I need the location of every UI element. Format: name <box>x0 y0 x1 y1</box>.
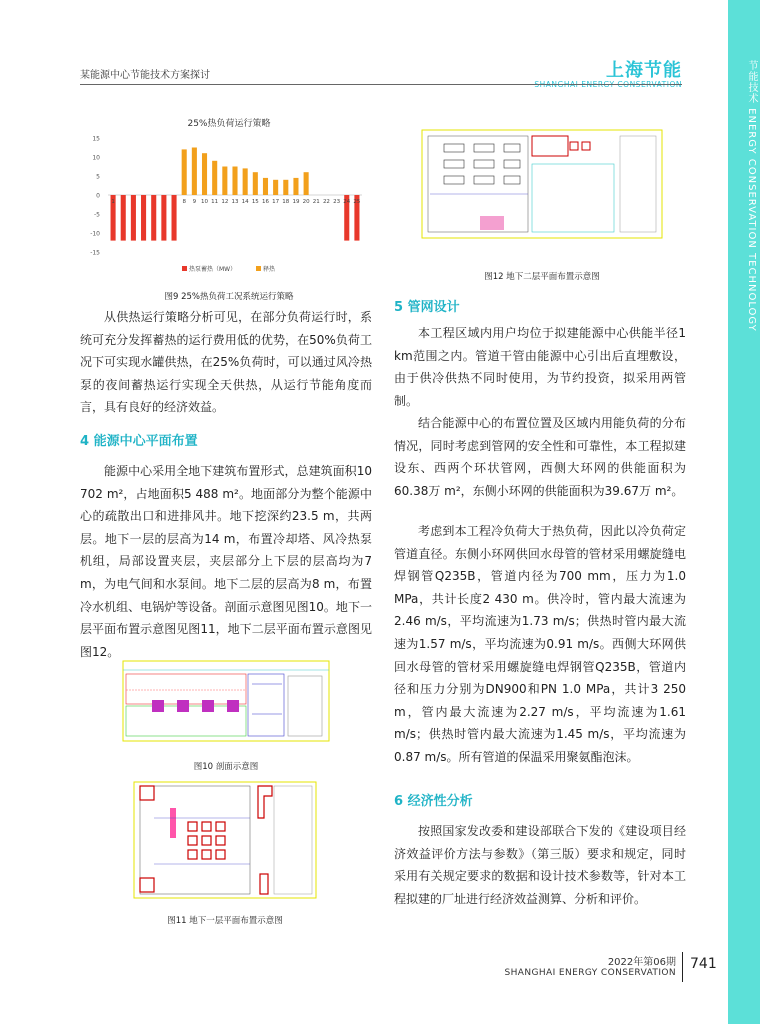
y-tick-label: 10 <box>92 154 100 162</box>
bar <box>121 195 126 241</box>
b2-plan-svg <box>420 124 664 242</box>
legend-label: 热泵蓄热（MW） <box>189 266 237 273</box>
bar <box>273 180 278 195</box>
section-5-heading: 5 管网设计 <box>394 300 460 315</box>
bar <box>141 195 146 241</box>
y-tick-label: -15 <box>90 249 100 257</box>
bar <box>131 195 136 241</box>
x-tick-label: 23 <box>333 199 341 205</box>
x-tick-label: 17 <box>272 199 280 205</box>
x-tick-label: 18 <box>282 199 290 205</box>
journal-brand: 上海节能 <box>606 60 682 81</box>
figure-11-drawing <box>130 778 320 902</box>
y-tick-label: -5 <box>94 211 100 219</box>
bar <box>232 167 237 196</box>
figure-10-caption: 图10 剖面示意图 <box>193 762 259 772</box>
bar <box>182 149 187 195</box>
bar <box>283 180 288 195</box>
legend-swatch <box>256 266 261 271</box>
right-paragraph-2: 结合能源中心的布置位置及区域内用能负荷的分布情况，同时考虑到管网的安全性和可靠性，本工程拟建设东、西两个环状管网，西侧大环网的供能面积为60.38万 m²，东侧小环网的供能面积为39.67万 m²。 <box>394 416 686 498</box>
y-tick-label: 0 <box>96 192 100 200</box>
bar <box>172 195 177 241</box>
running-header-title: 某能源中心节能技术方案探讨 <box>80 70 210 81</box>
x-tick-label: 22 <box>322 199 330 205</box>
bar <box>304 172 309 195</box>
bar <box>263 178 268 195</box>
issue-label: 2022年第06期 <box>607 957 676 968</box>
right-paragraph-4: 按照国家发改委和建设部联合下发的《建设项目经济效益评价方法与参数》（第三版）要求和规定，同时采用有关规定要求的数据和设计技术参数等，针对本工程拟建的厂址进行经济效益测算、分析和评价。 <box>394 824 686 906</box>
x-tick-label: 15 <box>251 199 259 205</box>
figure-12-drawing <box>420 124 664 242</box>
section-drawing-svg <box>122 660 330 742</box>
side-section-label: 节能技术 ENERGY CONSERVATION TECHNOLOGY <box>746 60 757 332</box>
chart-svg <box>86 112 372 282</box>
figure-9-caption: 图9 25%热负荷工况系统运行策略 <box>164 292 294 302</box>
y-tick-label: 5 <box>96 173 100 181</box>
bar <box>161 195 166 241</box>
x-tick-label: 11 <box>211 199 219 205</box>
x-tick-label: 20 <box>302 199 310 205</box>
x-tick-label: 16 <box>261 199 269 205</box>
figure-9-chart <box>86 112 372 282</box>
x-tick-label: 13 <box>231 199 239 205</box>
bar <box>202 153 207 195</box>
x-tick-label: 21 <box>312 199 320 205</box>
x-tick-label: 1 <box>111 199 115 205</box>
figure-11-caption: 图11 地下一层平面布置示意图 <box>167 916 283 926</box>
x-tick-label: 8 <box>182 199 186 205</box>
section-6-heading: 6 经济性分析 <box>394 794 473 809</box>
legend-label: 释热 <box>263 266 276 273</box>
bar <box>192 148 197 196</box>
figure-12-caption: 图12 地下二层平面布置示意图 <box>484 272 600 282</box>
x-tick-label: 14 <box>241 199 249 205</box>
left-paragraph-1: 从供热运行策略分析可见，在部分负荷运行时，系统可充分发挥蓄热的运行费用低的优势，在50%负荷工况下可实现水罐供热，在25%负荷时，可以通过风冷热泵的夜间蓄热运行实现全天供热，从运行节能角度而言，具有良好的经济效益。 <box>80 310 372 415</box>
b1-plan-svg <box>130 778 320 902</box>
x-tick-label: 24 <box>343 199 351 205</box>
x-tick-label: 10 <box>201 199 209 205</box>
x-tick-label: 19 <box>292 199 300 205</box>
x-tick-label: 9 <box>192 199 197 205</box>
bar <box>212 161 217 195</box>
footer-divider <box>682 952 683 982</box>
section-4-heading: 4 能源中心平面布置 <box>80 434 198 449</box>
left-paragraph-2: 能源中心采用全地下建筑布置形式，总建筑面积10 702 m²，占地面积5 488 m²。地面部分为整个能源中心的疏散出口和进排风井。地下挖深约23.5 m，共两层。地下一层的层高为14 m，布置冷却塔、风冷热泵机组，局部设置夹层，夹层部分上下层的层高均为7 m，为电气间和水泵间。地下二层的层高为8 m，布置冷水机组、电锅炉等设备。剖面示意图见图10。地下一层平面布置示意图见图11，地下二层平面布置示意图见图12。 <box>80 464 372 659</box>
y-tick-label: 15 <box>92 135 100 143</box>
x-tick-label: 25 <box>353 199 361 205</box>
legend-swatch <box>182 266 187 271</box>
page-number: 741 <box>690 956 717 972</box>
bar <box>151 195 156 241</box>
chart-title: 25%热负荷运行策略 <box>187 119 271 129</box>
bar <box>243 168 248 195</box>
x-tick-label: 12 <box>221 199 229 205</box>
right-paragraph-3: 考虑到本工程冷负荷大于热负荷，因此以冷负荷定管道直径。东侧小环网供回水母管的管材采用螺旋缝电焊钢管Q235B，管道内径为700 mm，压力为1.0 MPa，共计长度2 430 m。供冷时，管内最大流速为2.46 m/s，平均流速为1.73 m/s；供热时管内最大流速为1.57 m/s，平均流速为0.91 m/s。西侧大环网供回水母管的管材采用螺旋缝电焊钢管Q235B，管道内径和压力分别为DN900和PN 1.0 MPa，共计3 250 m，管内最大流速为2.27 m/s，平均流速为1.61 m/s；供热时管内最大流速为1.45 m/s，平均流速为0.87 m/s。所有管道的保温采用聚氨酯泡沫。 <box>394 524 686 764</box>
footer-journal-en: SHANGHAI ENERGY CONSERVATION <box>504 968 676 978</box>
right-paragraph-1: 本工程区域内用户均位于拟建能源中心供能半径1 km范围之内。管道干管由能源中心引出后直埋敷设，由于供冷供热不同时使用，为节约投资，拟采用两管制。 <box>394 326 686 408</box>
y-tick-label: -10 <box>90 230 100 238</box>
figure-10-drawing <box>122 660 330 742</box>
bar <box>222 167 227 196</box>
bar <box>293 178 298 195</box>
bar <box>253 172 258 195</box>
header-rule <box>80 84 682 85</box>
